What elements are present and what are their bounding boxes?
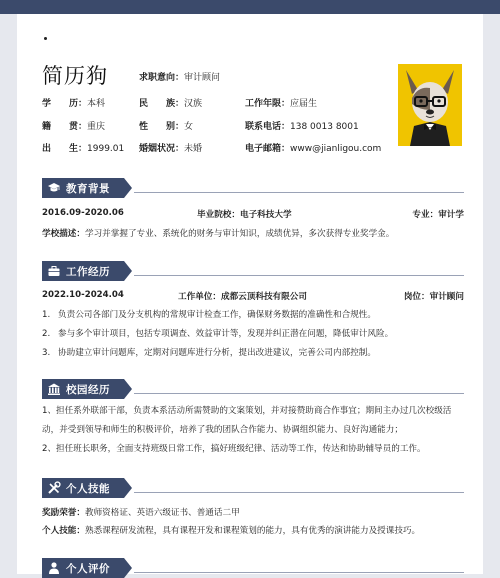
- work-row: [42, 290, 464, 300]
- tools-icon: [47, 481, 61, 495]
- desc-label: 学校描述：: [42, 229, 85, 239]
- building-icon: [47, 382, 61, 396]
- awards-value: 教师资格证、英语六级证书、普通话二甲: [84, 508, 240, 518]
- post-label: 岗位：: [403, 292, 430, 302]
- school-label: 毕业院校：: [197, 210, 240, 220]
- work-company: [178, 290, 307, 302]
- desc-value: 学习并掌握了专业、系统化的财务与审计知识，成绩优异，多次获得专业奖学金。: [84, 229, 395, 239]
- section-divider: [134, 275, 464, 276]
- education-row: [42, 208, 464, 218]
- candidate-name: 简历狗: [42, 64, 108, 88]
- info-label: 性 别：: [139, 122, 185, 132]
- info-label: 学 历：: [42, 99, 88, 109]
- section-divider: [134, 393, 464, 394]
- section-title: 教育背景: [66, 183, 110, 195]
- awards-label: 奖励荣誉：: [42, 508, 85, 518]
- section-title: 工作经历: [66, 266, 110, 278]
- section-arrow: [124, 261, 132, 281]
- item-number: 3.: [42, 348, 51, 358]
- section-title: 校园经历: [66, 384, 110, 396]
- job-intent-value: 审计顾问: [184, 73, 221, 83]
- section-education-header: [42, 178, 464, 198]
- work-item: [42, 308, 464, 320]
- section-title: 个人评价: [66, 563, 110, 575]
- campus-paragraph: 2、担任班长职务，全面支持班级日常工作，搞好班级纪律、活动等工作，传达和协助辅导员的工作。: [42, 444, 426, 454]
- abilities-label: 个人技能：: [42, 526, 85, 536]
- graduation-cap-icon: [47, 181, 61, 195]
- section-campus-header: [42, 379, 464, 399]
- school-value: 电子科技大学: [239, 210, 292, 220]
- item-text: 参与多个审计项目，包括专项调查、效益审计等，发现并纠正潜在问题，降低审计风险。: [58, 329, 394, 339]
- job-intent-label: 求职意向：: [139, 73, 185, 83]
- company-value: 成都云顶科技有限公司: [220, 292, 307, 302]
- work-period: 2022.10-2024.04: [42, 290, 124, 300]
- job-intent: [139, 70, 220, 83]
- item-text: 协助建立审计问题库，定期对问题库进行分析，提出改进建议，完善公司内部控制。: [58, 348, 376, 358]
- dog-avatar-icon: [398, 64, 462, 146]
- section-title: 个人技能: [66, 483, 110, 495]
- work-item: [42, 327, 464, 339]
- info-phone: [245, 119, 359, 132]
- info-label: 籍 贯：: [42, 122, 88, 132]
- section-tag: [42, 178, 124, 198]
- top-bar: [0, 0, 500, 14]
- info-label: 电子邮箱：: [245, 144, 291, 154]
- section-skills-header: [42, 478, 464, 498]
- major-value: 审计学: [438, 210, 464, 220]
- info-value: 应届生: [290, 99, 318, 109]
- section-eval-header: [42, 558, 464, 578]
- work-post: [404, 290, 464, 302]
- section-arrow: [124, 178, 132, 198]
- info-value: 女: [184, 122, 194, 132]
- section-tag: [42, 478, 124, 498]
- education-major: [412, 208, 464, 220]
- info-value: www@jianligou.com: [290, 144, 382, 154]
- work-item: [42, 346, 464, 358]
- major-label: 专业：: [412, 210, 439, 220]
- info-education: [42, 96, 105, 109]
- info-label: 婚姻状况：: [139, 144, 185, 154]
- person-icon: [47, 561, 61, 575]
- bullet-dot: [44, 37, 47, 40]
- education-school: [197, 208, 292, 220]
- company-label: 工作单位：: [178, 292, 221, 302]
- info-label: 联系电话：: [245, 122, 291, 132]
- section-arrow: [124, 478, 132, 498]
- abilities-value: 熟悉课程研发流程，具有课程开发和课程策划的能力，具有优秀的演讲能力及授课技巧。: [84, 526, 421, 536]
- info-marital: [139, 141, 202, 154]
- info-value: 重庆: [87, 122, 106, 132]
- section-arrow: [124, 558, 132, 578]
- info-value: 1999.01: [87, 144, 125, 154]
- info-label: 出 生：: [42, 144, 88, 154]
- info-origin: [42, 119, 105, 132]
- info-gender: [139, 119, 193, 132]
- info-nation: [139, 96, 202, 109]
- section-divider: [134, 572, 464, 573]
- campus-paragraph: 1、担任系外联部干部，负责本系活动所需赞助的文案策划，并对接赞助商合作事宜；期间主办过几次校级活动，并受到领导和师生的积极评价，培养了我的团队合作能力、协调组织能力、良好沟通能力；: [42, 406, 452, 435]
- item-number: 2.: [42, 329, 51, 339]
- section-arrow: [124, 379, 132, 399]
- briefcase-icon: [47, 264, 61, 278]
- section-tag: [42, 558, 124, 578]
- section-work-header: [42, 261, 464, 281]
- info-email: [245, 141, 381, 154]
- section-divider: [134, 192, 464, 193]
- item-text: 负责公司各部门及分支机构的常规审计检查工作，确保财务数据的准确性和合规性。: [58, 310, 376, 320]
- info-birth: [42, 141, 124, 154]
- profile-photo: [398, 64, 462, 146]
- section-divider: [134, 492, 464, 493]
- info-years: [245, 96, 317, 109]
- info-label: 工作年限：: [245, 99, 291, 109]
- info-value: 汉族: [184, 99, 203, 109]
- education-desc: [42, 227, 464, 239]
- section-tag: [42, 261, 124, 281]
- skills-awards: [42, 506, 464, 518]
- skills-abilities: [42, 524, 464, 536]
- info-label: 民 族：: [139, 99, 185, 109]
- post-value: 审计顾问: [429, 292, 464, 302]
- info-value: 138 0013 8001: [290, 122, 359, 132]
- item-number: 1.: [42, 310, 51, 320]
- info-value: 未婚: [184, 144, 203, 154]
- education-period: 2016.09-2020.06: [42, 208, 124, 218]
- section-tag: [42, 379, 124, 399]
- info-value: 本科: [87, 99, 106, 109]
